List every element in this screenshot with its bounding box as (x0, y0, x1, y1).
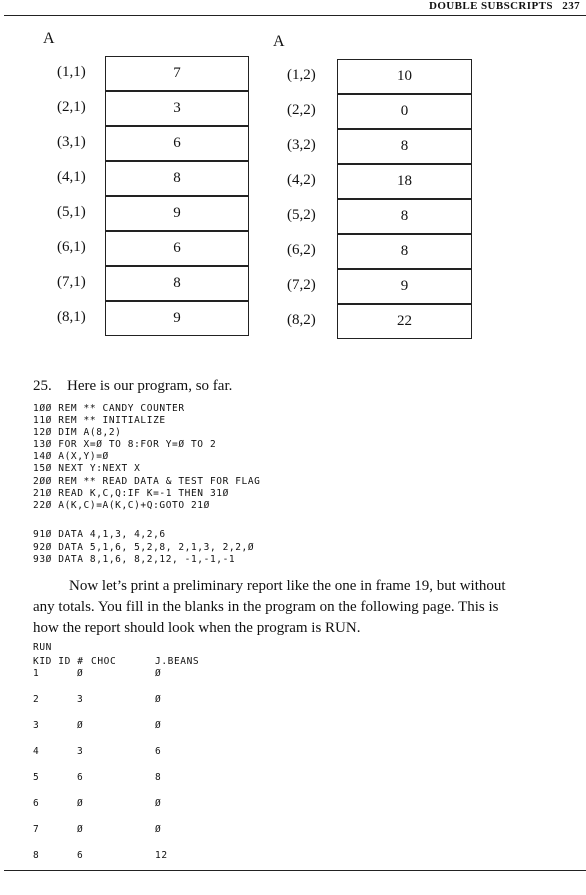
right-array-cell: 22 (337, 304, 472, 339)
right-index-label: (1,2) (287, 67, 316, 83)
report-choc-cell: 6 (77, 772, 84, 783)
report-beans-cell: 6 (155, 746, 162, 757)
right-array-cell: 10 (337, 59, 472, 94)
report-kid-cell: 6 (33, 798, 40, 809)
program-line: 21Ø READ K,C,Q:IF K=-1 THEN 31Ø (33, 487, 229, 499)
run-label: RUN (33, 642, 52, 653)
paragraph-line: Now let’s print a preliminary report like the one in frame 19, but without (69, 578, 506, 594)
program-line: 13Ø FOR X=Ø TO 8:FOR Y=Ø TO 2 (33, 439, 217, 451)
left-array-cell: 6 (105, 231, 249, 266)
report-kid-cell: 8 (33, 850, 40, 861)
array-right-title: A (273, 33, 285, 50)
report-choc-cell: Ø (77, 720, 84, 731)
right-index-label: (7,2) (287, 277, 316, 293)
left-array-cell: 6 (105, 126, 249, 161)
array-left-title: A (43, 30, 55, 47)
program-line: 15Ø NEXT Y:NEXT X (33, 463, 141, 475)
program-line: 1ØØ REM ** CANDY COUNTER (33, 403, 185, 414)
column-header-choc: CHOC (91, 656, 117, 667)
program-line: 2ØØ REM ** READ DATA & TEST FOR FLAG (33, 475, 261, 487)
report-choc-cell: Ø (77, 798, 84, 809)
left-array-cell: 9 (105, 301, 249, 336)
column-header-kid-id: KID ID # (33, 656, 84, 667)
left-array-cell: 8 (105, 161, 249, 196)
frame-number: 25. (33, 378, 52, 394)
report-kid-cell: 2 (33, 694, 40, 705)
left-array-cell: 8 (105, 266, 249, 301)
right-array-cell: 18 (337, 164, 472, 199)
left-index-label: (7,1) (57, 274, 86, 290)
data-listing (33, 529, 254, 567)
right-index-label: (2,2) (287, 102, 316, 118)
left-index-label: (2,1) (57, 99, 86, 115)
right-array-cell: 9 (337, 269, 472, 304)
running-header (429, 0, 580, 12)
report-kid-cell: 5 (33, 772, 40, 783)
frame-intro-text: Here is our program, so far. (67, 378, 233, 394)
right-index-label: (5,2) (287, 207, 316, 223)
program-line: 12Ø DIM A(8,2) (33, 427, 122, 439)
program-line: 14Ø A(X,Y)=Ø (33, 451, 109, 463)
report-beans-cell: Ø (155, 720, 162, 731)
right-index-label: (8,2) (287, 312, 316, 328)
report-kid-cell: 3 (33, 720, 40, 731)
program-line: 11Ø REM ** INITIALIZE (33, 415, 166, 427)
report-beans-cell: Ø (155, 694, 162, 705)
data-line: 91Ø DATA 4,1,3, 4,2,6 (33, 529, 166, 540)
report-choc-cell: 3 (77, 746, 84, 757)
running-head-title: DOUBLE SUBSCRIPTS (428, 0, 553, 12)
frame-25-heading (33, 376, 232, 396)
paragraph-line: any totals. You fill in the blanks in the program on the following page. This is (33, 599, 499, 615)
report-beans-cell: 8 (155, 772, 162, 783)
right-array-cell: 8 (337, 234, 472, 269)
report-beans-cell: Ø (155, 824, 162, 835)
data-line: 93Ø DATA 8,1,6, 8,2,12, -1,-1,-1 (33, 554, 236, 565)
right-array-cell: 0 (337, 94, 472, 129)
report-kid-cell: 4 (33, 746, 40, 757)
report-beans-cell: 12 (155, 850, 168, 861)
report-kid-cell: 7 (33, 824, 40, 835)
right-index-label: (6,2) (287, 242, 316, 258)
left-index-label: (5,1) (57, 204, 86, 220)
right-index-label: (3,2) (287, 137, 316, 153)
report-beans-cell: Ø (155, 668, 162, 679)
left-index-label: (4,1) (57, 169, 86, 185)
right-array-cell: 8 (337, 129, 472, 164)
left-array-cell: 3 (105, 91, 249, 126)
program-listing (33, 403, 261, 512)
data-line: 92Ø DATA 5,1,6, 5,2,8, 2,1,3, 2,2,Ø (33, 541, 255, 553)
column-header-jbeans: J.BEANS (155, 656, 200, 667)
header-rule (4, 15, 586, 16)
report-choc-cell: 6 (77, 850, 84, 861)
left-index-label: (3,1) (57, 134, 86, 150)
footer-rule (4, 870, 586, 871)
report-choc-cell: 3 (77, 694, 84, 705)
left-index-label: (6,1) (57, 239, 86, 255)
right-index-label: (4,2) (287, 172, 316, 188)
left-index-label: (8,1) (57, 309, 86, 325)
page-number: 237 (562, 0, 580, 12)
left-array-cell: 9 (105, 196, 249, 231)
report-choc-cell: Ø (77, 668, 84, 679)
right-array-cell: 8 (337, 199, 472, 234)
program-line: 22Ø A(K,C)=A(K,C)+Q:GOTO 21Ø (33, 499, 210, 511)
report-beans-cell: Ø (155, 798, 162, 809)
left-index-label: (1,1) (57, 64, 86, 80)
report-choc-cell: Ø (77, 824, 84, 835)
paragraph-line: how the report should look when the program is RUN. (33, 620, 361, 636)
left-array-cell: 7 (105, 56, 249, 91)
report-kid-cell: 1 (33, 668, 40, 679)
